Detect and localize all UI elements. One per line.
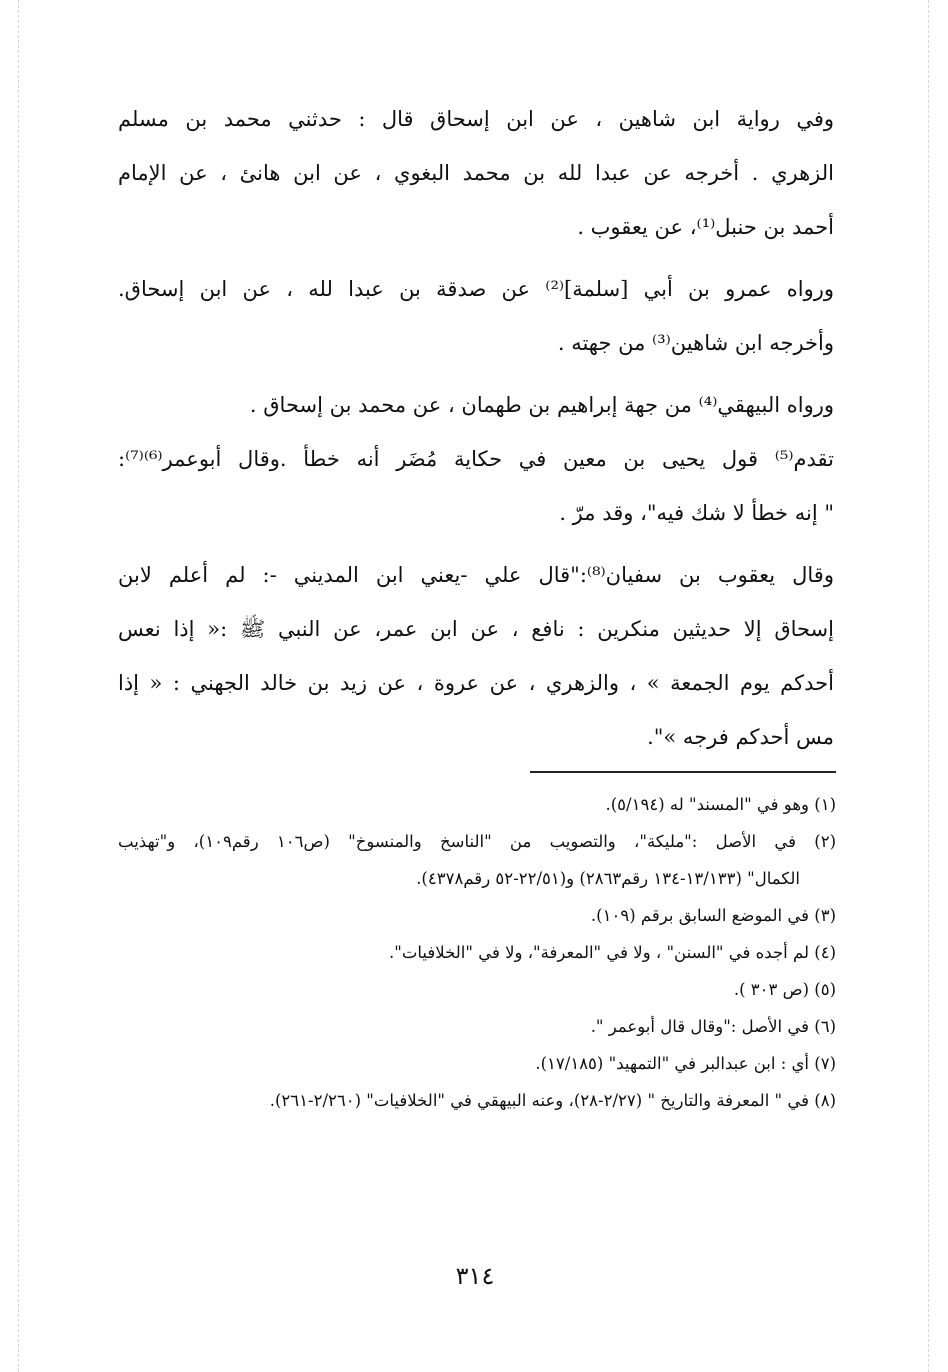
left-margin-guide <box>18 0 19 1372</box>
footnote-6: (٦) في الأصل :"وقال قال أبوعمر ". <box>590 1017 836 1036</box>
text-line: ورواه عمرو بن أبي [سلمة]⁽²⁾ عن صدقة بن عبدا لله ، عن ابن إسحاق. <box>118 277 834 301</box>
paragraph-3 <box>118 378 834 540</box>
footnote-8: (٨) في " المعرفة والتاريخ " (٢/٢٧-٢٨)، وعنه البيهقي في "الخلافيات" (٢/٢٦٠-٢٦١). <box>269 1091 836 1110</box>
paragraph-4 <box>118 548 834 764</box>
paragraph-2 <box>118 262 834 370</box>
main-text <box>118 92 834 764</box>
page-number: ٣١٤ <box>455 1262 495 1290</box>
text-line: تقدم⁽⁵⁾ قول يحيى بن معين في حكاية مُضَر أنه خطأ .وقال أبوعمر⁽⁶⁾⁽⁷⁾: <box>118 447 834 471</box>
footnote-2-continued: الكمال" (١٣/١٣٣-١٣٤ رقم٢٨٦٣) و(٢٢/٥١-٥٢ رقم٤٣٧٨). <box>416 869 800 888</box>
footnote-4: (٤) لم أجده في "السنن" ، ولا في "المعرفة"، ولا في "الخلافيات". <box>388 943 836 962</box>
text-line: وقال يعقوب بن سفيان⁽⁸⁾:"قال علي -يعني ابن المديني -: لم أعلم لابن <box>118 563 834 587</box>
text-line: ورواه البيهقي⁽⁴⁾ من جهة إبراهيم بن طهمان ، عن محمد بن إسحاق . <box>249 393 834 417</box>
paragraph-1 <box>118 92 834 254</box>
text-line: أحدكم يوم الجمعة » ، والزهري ، عن عروة ، عن زيد بن خالد الجهني : « إذا <box>118 671 834 695</box>
footnotes <box>118 786 836 1119</box>
footnote-1: (١) وهو في "المسند" له (٥/١٩٤). <box>605 795 836 814</box>
text-line: أحمد بن حنبل⁽¹⁾، عن يعقوب . <box>577 215 834 239</box>
text-line: الزهري . أخرجه عن عبدا لله بن محمد البغوي ، عن ابن هانئ ، عن الإمام <box>118 161 834 185</box>
footnote-5: (٥) (ص ٣٠٣ ). <box>733 980 836 999</box>
footnote-divider <box>530 771 836 773</box>
text-line: إسحاق إلا حديثين منكرين : نافع ، عن ابن عمر، عن النبي ﷺ :« إذا نعس <box>118 617 834 641</box>
footnote-3: (٣) في الموضع السابق برقم (١٠٩). <box>590 906 836 925</box>
footnote-7: (٧) أي : ابن عبدالبر في "التمهيد" (١٧/١٨٥). <box>535 1054 836 1073</box>
right-margin-guide <box>928 0 929 1372</box>
text-line: وأخرجه ابن شاهين⁽³⁾ من جهته . <box>557 331 834 355</box>
text-line: وفي رواية ابن شاهين ، عن ابن إسحاق قال : حدثني محمد بن مسلم <box>118 107 834 131</box>
footnote-2: (٢) في الأصل :"مليكة"، والتصويب من "الناسخ والمنسوخ" (ص١٠٦ رقم١٠٩)، و"تهذيب <box>118 832 836 851</box>
text-line: مس أحدكم فرجه »". <box>647 725 834 749</box>
text-line: " إنه خطأ لا شك فيه"، وقد مرّ . <box>559 501 834 525</box>
